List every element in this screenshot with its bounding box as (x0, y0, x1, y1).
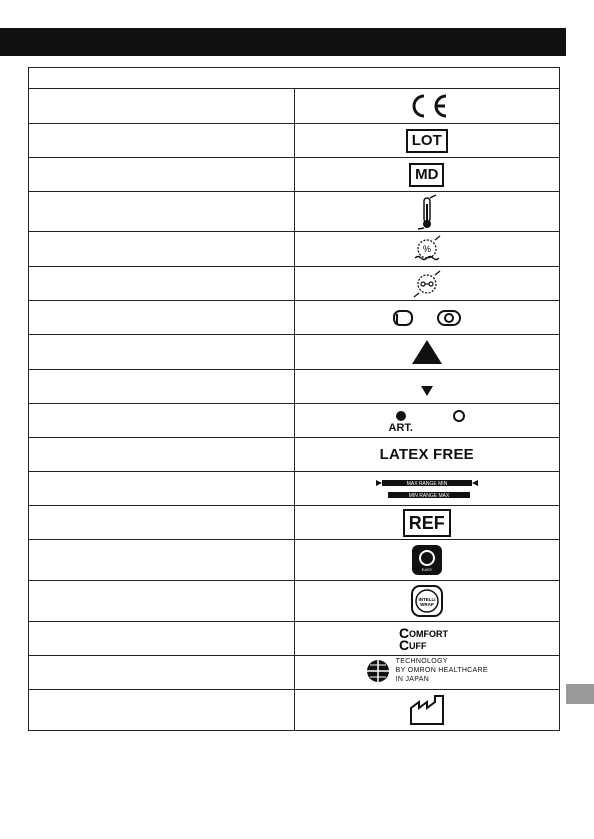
table-row (29, 438, 560, 472)
header-bar (0, 28, 566, 56)
svg-text:OMFORT: OMFORT (408, 628, 448, 639)
table-row (29, 124, 560, 158)
table-row (29, 158, 560, 192)
tech-line-2: BY OMRON HEALTHCARE (395, 667, 488, 675)
cuff-wrap-icon (387, 308, 467, 328)
easy-label: EASY (421, 567, 433, 572)
table-row (29, 301, 560, 335)
description-cell (29, 89, 295, 124)
ref-symbol: REF (403, 509, 451, 537)
table-row (29, 581, 560, 622)
table-row (29, 690, 560, 731)
svg-text:WRAP: WRAP (419, 602, 434, 607)
range-top-text: MAX RANGE MIN (406, 480, 448, 487)
lot-symbol: LOT (406, 129, 448, 153)
table-row (29, 89, 560, 124)
table-row (29, 232, 560, 267)
comfort-cuff-logo (397, 626, 457, 652)
artery-dot-icon (396, 411, 406, 421)
table-row (29, 622, 560, 656)
svg-text:INTELLI: INTELLI (418, 597, 436, 602)
svg-text:%: % (422, 244, 431, 254)
table-row (29, 506, 560, 540)
table-row (29, 267, 560, 301)
triangle-up-icon (411, 339, 443, 365)
tech-line-3: IN JAPAN (395, 676, 430, 684)
easy-cuff-icon (410, 543, 444, 577)
atmospheric-pressure-icon (409, 269, 445, 299)
symbol-cell (294, 89, 560, 124)
table-header-row (29, 68, 560, 89)
art-label: ART. (388, 421, 413, 434)
ce-mark-icon (404, 93, 450, 119)
svg-text:C: C (398, 625, 409, 641)
table-row (29, 404, 560, 438)
tech-line-1: TECHNOLOGY (395, 658, 448, 666)
artery-mark-symbol (389, 410, 465, 434)
svg-text:C: C (398, 636, 409, 652)
table-row (29, 370, 560, 404)
manufacturer-factory-icon (407, 694, 447, 726)
symbols-table (28, 67, 560, 731)
table-row (29, 540, 560, 581)
md-symbol: MD (409, 163, 444, 187)
range-bottom-text: MIN RANGE MAX (408, 492, 450, 499)
table-row (29, 472, 560, 506)
svg-text:UFF: UFF (408, 640, 427, 651)
table-row (29, 656, 560, 690)
table-row (29, 335, 560, 370)
section-tab (566, 684, 594, 704)
globe-grid-icon (366, 659, 390, 683)
temperature-limit-icon (415, 194, 439, 230)
humidity-limit-icon (409, 234, 445, 264)
range-indicator-icon (374, 478, 480, 500)
table-row (29, 192, 560, 232)
latex-free-label: LATEX FREE (379, 445, 474, 463)
triangle-down-icon (420, 384, 434, 398)
index-ring-icon (453, 410, 465, 422)
technology-badge (366, 657, 488, 684)
intelli-wrap-icon (410, 584, 444, 618)
